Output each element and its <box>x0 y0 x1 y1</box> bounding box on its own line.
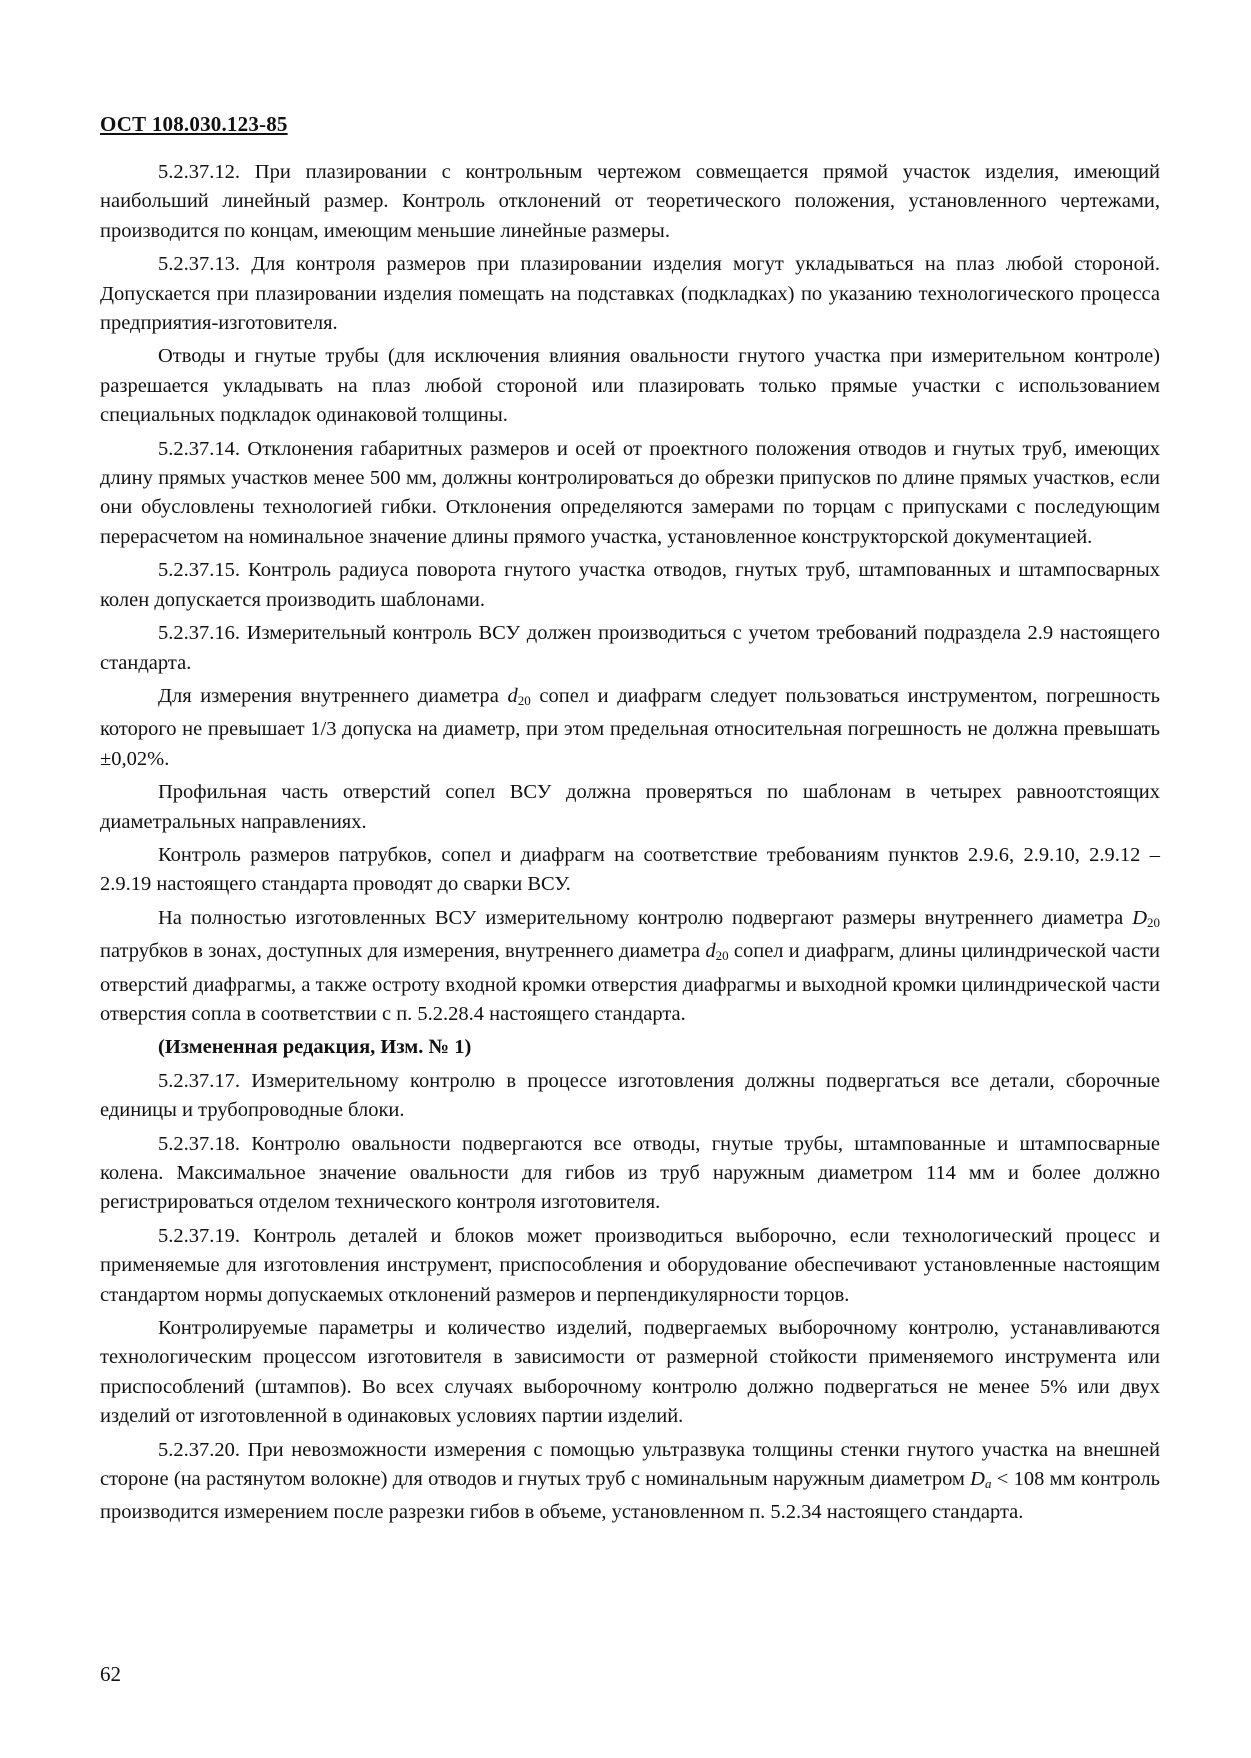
paragraph: 5.2.37.18. Контролю овальности подвергаются все отводы, гнутые трубы, штампованные и штампосварные колена. Максимальное значение овальности для гибов из труб наружным диаметром 114 мм и более должно регистрироваться отделом технического контроля изготовителя. <box>100 1132 1160 1214</box>
paragraph: 5.2.37.12. При плазировании с контрольным чертежом совмещается прямой участок изделия, имеющий наибольший линейный размер. Контроль отклонений от теоретического положения, установленного чертежами, производится по концам, имеющим меньшие линейные размеры. <box>100 161 1160 242</box>
paragraph <box>100 1436 1160 1528</box>
text-run: сопел и диафрагм следует пользоваться инструментом, погрешность которого не превышает 1/3 допуска на диаметр, при этом предельная относительная погрешность не должна превышать ±0,02%. <box>100 684 1160 770</box>
variable-symbol: D <box>1132 906 1147 929</box>
document-body <box>100 158 1160 1532</box>
text-run: патрубков в зонах, доступных для измерения, внутреннего диаметра <box>100 940 706 963</box>
paragraph <box>100 904 1160 1030</box>
revision-note: (Измененная редакция, Изм. № 1) <box>158 1036 472 1059</box>
text-run: < 108 мм контроль производится измерением после разрезки гибов в объеме, установленном п. 5.2.34 настоящего стандарта. <box>100 1468 1160 1524</box>
paragraph: Отводы и гнутые трубы (для исключения влияния овальности гнутого участка при измерительном контроле) разрешается укладывать на плаз любой стороной или плазировать только прямые участки с использованием специальных подкладок одинаковой толщины. <box>100 345 1160 427</box>
paragraph: Профильная часть отверстий сопел ВСУ должна проверяться по шаблонам в четырех равноотстоящих диаметральных направлениях. <box>100 781 1160 833</box>
variable-symbol: d <box>705 940 716 963</box>
text-run: На полностью изготовленных ВСУ измерительному контролю подвергают размеры внутреннего диаметра <box>158 906 1133 929</box>
subscript: 20 <box>1147 914 1160 930</box>
document-header: ОСТ 108.030.123-85 <box>100 112 288 136</box>
paragraph: 5.2.37.15. Контроль радиуса поворота гнутого участка отводов, гнутых труб, штампованных и штампосварных колен допускается производить шаблонами. <box>100 559 1160 611</box>
paragraph: 5.2.37.19. Контроль деталей и блоков может производиться выборочно, если технологический процесс и применяемые для изготовления инструмент, приспособления и оборудование обеспечивают установленные настоящим стандартом нормы допускаемых отклонений размеров и перпендикулярности торцов. <box>100 1224 1160 1306</box>
paragraph: 5.2.37.13. Для контроля размеров при плазировании изделия могут укладываться на плаз любой стороной. Допускается при плазировании изделия помещать на подставках (подкладках) по указанию технологического процесса предприятия-изготовителя. <box>100 253 1160 335</box>
paragraph: 5.2.37.17. Измерительному контролю в процессе изготовления должны подвергаться все детали, сборочные единицы и трубопроводные блоки. <box>100 1069 1160 1122</box>
paragraph: 5.2.37.14. Отклонения габаритных размеров и осей от проектного положения отводов и гнутых труб, имеющих длину прямых участков менее 500 мм, должны контролироваться до обрезки припусков по длине прямых участков, если они обусловлены технологией гибки. Отклонения определяются замерами по торцам с припусками с последующим перерасчетом на номинальное значение длины прямого участка, установленное конструкторской документацией. <box>100 437 1160 548</box>
text-run: 5.2.37.20. При невозможности измерения с помощью ультразвука толщины стенки гнутого участка на внешней стороне (на растянутом волокне) для отводов и гнутых труб с номинальным наружным диаметром <box>100 1438 1160 1491</box>
paragraph: Контролируемые параметры и количество изделий, подвергаемых выборочному контролю, устанавливаются технологическим процессом изготовителя в зависимости от размерной стойкости применяемого инструмента или приспособлений (штампов). Во всех случаях выборочному контролю должно подвергаться не менее 5% или двух изделий от изготовленной в одинаковых условиях партии изделий. <box>100 1317 1160 1428</box>
text-run: Для измерения внутреннего диаметра <box>158 684 508 707</box>
paragraph: 5.2.37.16. Измерительный контроль ВСУ должен производиться с учетом требований подраздела 2.9 настоящего стандарта. <box>100 622 1160 674</box>
subscript: a <box>984 1476 992 1492</box>
variable-symbol: D <box>970 1468 985 1491</box>
subscript: 20 <box>715 948 729 964</box>
text-run: сопел и диафрагм, длины цилиндрической части отверстий диафрагмы, а также остроту входной кромки отверстия диафрагмы и выходной кромки цилиндрической части отверстия сопла в соответствии с п. 5.2.28.4 настоящего стандарта. <box>100 940 1160 1025</box>
variable-symbol: d <box>507 684 518 707</box>
subscript: 20 <box>517 692 531 708</box>
paragraph <box>100 682 1160 774</box>
page-number: 62 <box>100 1662 121 1686</box>
paragraph: Контроль размеров патрубков, сопел и диафрагм на соответствие требованиям пунктов 2.9.6, 2.9.10, 2.9.12 – 2.9.19 настоящего стандарта проводят до сварки ВСУ. <box>100 843 1160 896</box>
